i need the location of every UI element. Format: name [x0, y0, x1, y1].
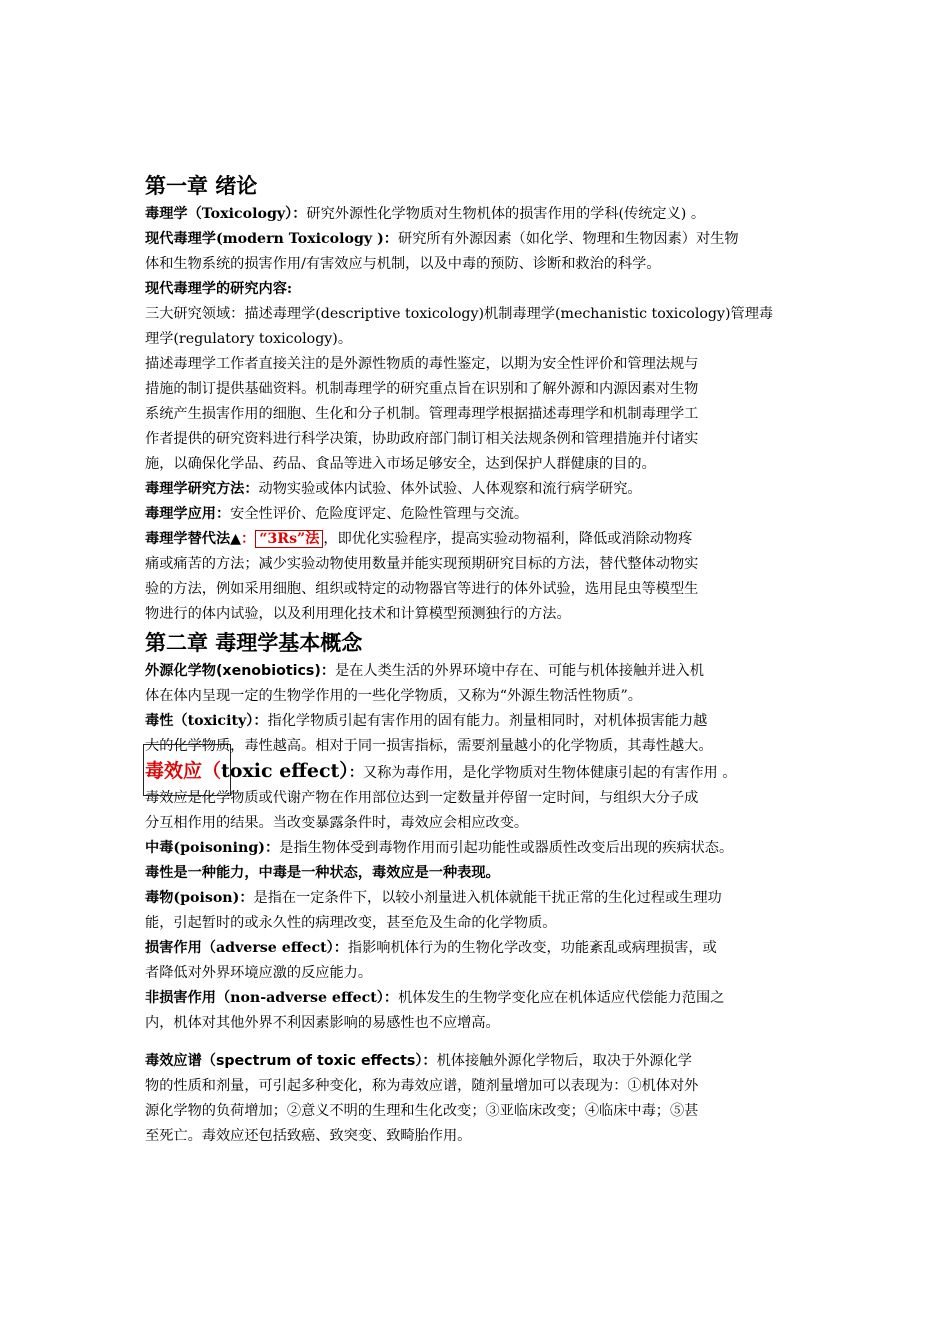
chapter-2-title: 第二章 毒理学基本概念: [145, 630, 363, 655]
term-non-adverse-effect: 非损害作用（non-adverse effect）：: [145, 990, 399, 1006]
research-content-heading: 现代毒理学的研究内容:: [145, 281, 293, 297]
term-research-methods: 毒理学研究方法：: [145, 481, 259, 497]
3rs-highlight: “3Rs”法: [255, 530, 323, 548]
research-methods: 毒理学研究方法：动物实验或体内试验、体外试验、人体观察和流行病学研究。: [145, 481, 642, 497]
term-xenobiotics: 外源化学物(xenobiotics)：: [145, 663, 336, 679]
toxic-effect-definition: 毒效应（toxic effect）：又称为毒作用，是化学物质对生物体健康引起的有害作用 。 毒效应是化学物质或代谢产物在作用部位达到一定数量并停留一定时间，与组织大分子成 分互相作用的结果。当改变暴露条件时，毒效应会相应改变。: [145, 760, 737, 831]
toxic-effect-frame: [143, 744, 231, 796]
term-toxicity: 毒性（toxicity）：: [145, 713, 268, 729]
toxicology-definition: [145, 202, 815, 227]
term-toxic-effect: 毒效应（: [145, 760, 222, 782]
term-spectrum: 毒效应谱（spectrum of toxic effects）：: [145, 1053, 437, 1069]
modern-toxicology-definition: 现代毒理学(modern Toxicology )：研究所有外源因素（如化学、物理和生物因素）对生物 体和生物系统的损害作用/有害效应与机制，以及中毒的预防、诊断和救治的科学。: [145, 231, 739, 272]
adverse-effect-definition: 损害作用（adverse effect）：指影响机体行为的生物化学改变，功能紊乱或病理损害，或 者降低对外界环境应激的反应能力。: [145, 940, 717, 981]
term-poison: 毒物(poison)：: [145, 890, 254, 906]
term-adverse-effect: 损害作用（adverse effect）：: [145, 940, 348, 956]
term-modern-toxicology: 现代毒理学(modern Toxicology )：: [145, 231, 398, 247]
chapter-1-title: 第一章 绪论: [145, 173, 258, 198]
poison-definition: 毒物(poison)：是指在一定条件下，以较小剂量进入机体就能干扰正常的生化过程或生理功 能，引起暂时的或永久性的病理改变，甚至危及生命的化学物质。: [145, 890, 722, 931]
non-adverse-effect-definition: 非损害作用（non-adverse effect）：机体发生的生物学变化应在机体适应代偿能力范围之 内，机体对其他外界不利因素影响的易感性也不应增高。: [145, 990, 725, 1031]
term-poisoning: 中毒(poisoning)：: [145, 840, 280, 856]
toxicology-applications: 毒理学应用：安全性评价、危险度评定、危险性管理与交流。: [145, 506, 529, 522]
alternative-methods: 毒理学替代法▲： “3Rs”法 ，即优化实验程序，提高实验动物福利，降低或消除动物疼 痛或痛苦的方法；减少实验动物使用数量并能实现预期研究目标的方法，替代整体动物实 验的方法，例如采用细胞、组织或特定的动物器官等进行的体外试验，选用昆虫等模型生 物进行的体内试验，以及利用理化技术和计算模型预测独行的方法。: [145, 531, 699, 622]
term-applications: 毒理学应用：: [145, 506, 231, 522]
toxicology-text: 研究外源性化学物质对生物机体的损害作用的学科(传统定义) 。: [306, 206, 706, 222]
xenobiotics-definition: 外源化学物(xenobiotics)：是在人类生活的外界环境中存在、可能与机体接触并进入机 体在体内呈现一定的生物学作用的一些化学物质，又称为“外源生物活性物质”。: [145, 663, 704, 704]
poisoning-definition: 中毒(poisoning)：是指生物体受到毒物作用而引起功能性或器质性改变后出现的疾病状态。: [145, 840, 734, 856]
document-page: [145, 170, 815, 1149]
research-areas: 三大研究领域：描述毒理学(descriptive toxicology)机制毒理学(mechanistic toxicology)管理毒 理学(regulatory toxicology)。: [145, 306, 774, 347]
spectrum-definition: 毒效应谱（spectrum of toxic effects）：机体接触外源化学物后，取决于外源化学 物的性质和剂量，可引起多种变化，称为毒效应谱，随剂量增加可以表现为：①机体对外 源化学物的负荷增加；②意义不明的生理和生化改变；③亚临床改变；④临床中毒；⑤甚 至死亡。毒效应还包括致癌、致突变、致畸胎作用。: [145, 1053, 699, 1144]
term-toxicology: 毒理学（Toxicology）：: [145, 206, 307, 222]
summary-statement: 毒性是一种能力，中毒是一种状态，毒效应是一种表现。: [145, 865, 500, 881]
term-alternative-methods: 毒理学替代法▲: [145, 531, 242, 547]
toxicity-definition: 毒性（toxicity）：指化学物质引起有害作用的固有能力。剂量相同时，对机体损害能力越 大的化学物质，毒性越高。相对于同一损害指标，需要剂量越小的化学物质，其毒性越大。: [145, 713, 713, 754]
research-description: 描述毒理学工作者直接关注的是外源性物质的毒性鉴定，以期为安全性评价和管理法规与 措施的制订提供基础资料。机制毒理学的研究重点旨在识别和了解外源和内源因素对生物 系统产生损害作用的细胞、生化和分子机制。管理毒理学根据描述毒理学和机制毒理学工 作者提供的研究资料进行科学决策，协助政府部门制订相关法规条例和管理措施并付诸实 施，以确保化学品、药品、食品等进入市场足够安全，达到保护人群健康的目的。: [145, 356, 699, 472]
